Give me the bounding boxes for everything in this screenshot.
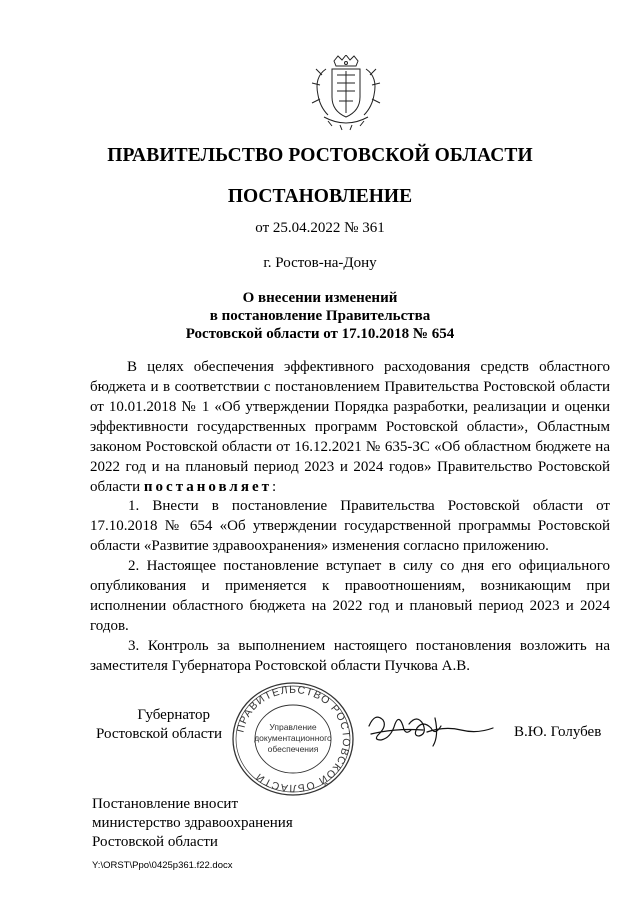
coat-of-arms-icon (304, 55, 384, 131)
resolution-items (90, 496, 610, 676)
document-city: г. Ростов-на-Дону (263, 255, 377, 271)
submitter-note-line: министерство здравоохранения (92, 815, 293, 831)
stamp-inner-line: Управление (269, 722, 317, 732)
official-stamp (230, 680, 356, 798)
preamble-text: В целях обеспечения эффективного расходования средств областного бюджета и в соответствии с постановлением Правительства Ростовской области от 10.01.2018 № 1 «Об утверждении Порядка разработки, реализации и оценки эффективности государственных программ Ростовской области», Областным законом Ростовской области от 16.12.2021 № 635-ЗС «Об областном бюджете на 2022 год и на плановый период 2023 и 2024 годов» Правительство Ростовской области (90, 359, 610, 495)
resolution-item: 3. Контроль за выполнением настоящего постановления возложить на заместителя Губернатора Ростовской области Пучкова А.В. (90, 638, 610, 674)
document-date-number: от 25.04.2022 № 361 (255, 220, 385, 236)
subject-line: О внесении изменений (242, 290, 398, 306)
stamp-inner-line: обеспечения (267, 744, 319, 754)
preamble-paragraph: В целях обеспечения эффективного расходования средств областного бюджета и в соответствии с постановлением Правительства Ростовской области от 10.01.2018 № 1 «Об утверждении Порядка разработки, реализации и оценки эффективности государственных программ Ростовской области», Областным законом Ростовской области от 16.12.2021 № 635-ЗС «Об областном бюджете на 2022 год и на плановый период 2023 и 2024 годов» Правительство Ростовской области постановляет: (90, 359, 610, 495)
subject-line: в постановление Правительства (209, 308, 431, 324)
stamp-outer-text: ПРАВИТЕЛЬСТВО РОСТОВСКОЙ ОБЛАСТИ (234, 683, 353, 795)
signatory-title-line: Губернатор (137, 707, 210, 723)
signatory-name: В.Ю. Голубев (514, 724, 602, 740)
submitter-note-line: Ростовской области (92, 834, 218, 850)
resolution-item: 1. Внести в постановление Правительства Ростовской области от 17.10.2018 № 654 «Об утверждении государственной программы Ростовской области «Развитие здравоохранения» изменения согласно приложению. (90, 498, 610, 554)
submitter-note-line: Постановление вносит (92, 796, 239, 812)
handwritten-signature (365, 706, 497, 754)
file-path: Y:\ORST\Ppo\0425p361.f22.docx (92, 860, 233, 871)
decree-word: постановляет (143, 479, 272, 495)
resolution-item: 2. Настоящее постановление вступает в силу со дня его официального опубликования и применяется к правоотношениям, возникающим при исполнении областного бюджета на 2022 год и плановый период 2023 и 2024 годов. (90, 558, 610, 634)
subject-line: Ростовской области от 17.10.2018 № 654 (185, 326, 455, 342)
government-title: ПРАВИТЕЛЬСТВО РОСТОВСКОЙ ОБЛАСТИ (107, 145, 533, 166)
stamp-inner-line: документационного (254, 733, 332, 743)
signatory-title (92, 706, 222, 744)
document-subject (0, 289, 640, 343)
submitter-note (92, 795, 352, 852)
document-type: ПОСТАНОВЛЕНИЕ (227, 186, 413, 207)
signatory-title-line: Ростовской области (96, 726, 222, 742)
